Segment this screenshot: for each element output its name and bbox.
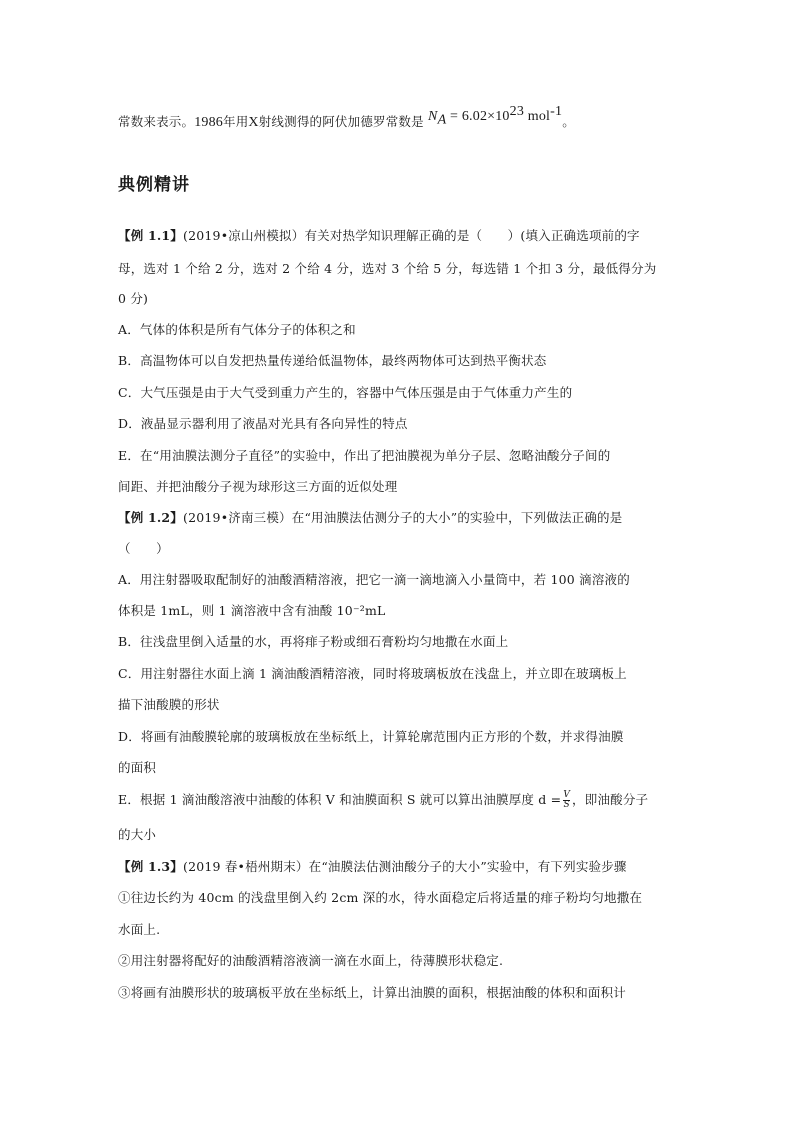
thickness-fraction: $\frac{V}{S}$ [563,790,571,810]
ex3-step2: ②用注射器将配好的油酸酒精溶液滴一滴在水面上，待薄膜形状稳定. [118,953,504,968]
ex1-option-e-line2: 间距、并把油酸分子视为球形这三方面的近似处理 [118,479,398,494]
ex2-option-d-line2: 的面积 [118,760,157,775]
ex1-option-d: D．液晶显示器利用了液晶对光具有各向异性的特点 [118,416,408,431]
ex1-tag: 【例 1.1】 [118,228,183,243]
ex2-option-d-line1: D．将画有油酸膜轮廓的玻璃板放在坐标纸上，计算轮廓范围内正方形的个数，并求得油膜 [118,729,624,744]
ex2-option-a-line1: A．用注射器吸取配制好的油酸酒精溶液，把它一滴一滴地滴入小量筒中，若 100 滴溶液的 [118,572,630,587]
ex1-option-a: A．气体的体积是所有气体分子的体积之和 [118,322,356,337]
ex1-line3: 0 分) [118,291,149,306]
ex2-option-e-line1: E．根据 1 滴油酸溶液中油酸的体积 V 和油膜面积 S 就可以算出油膜厚度 d = $\frac{V}{S}$ ，即油酸分子 [118,790,649,810]
ex2-line1: 【例 1.2】(2019•济南三模）在“用油膜法估测分子的大小”的实验中，下列做法正确的是 [118,510,623,525]
section-title: 典例精讲 [118,175,190,195]
ex2-option-c-line2: 描下油酸膜的形状 [118,697,220,712]
ex2-option-b: B．往浅盘里倒入适量的水，再将痱子粉或细石膏粉均匀地撒在水面上 [118,634,509,649]
intro-xray: X [248,115,259,131]
ex3-step1-line1: ①往边长约为 40cm 的浅盘里倒入约 2cm 深的水，待水面稳定后将适量的痱子粉均匀地撒在 [118,890,643,905]
ex3-tag: 【例 1.3】 [118,859,183,874]
ex2-line2: （ ） [118,541,169,556]
ex1-line1: 【例 1.1】(2019•凉山州模拟）有关对热学知识理解正确的是（ ）(填入正确选项前的字 [118,228,640,243]
intro-end: 。 [562,114,575,130]
intro-text-c: 射线测得的阿伏加德罗常数是 [258,114,424,130]
intro-year: 1986 [194,115,224,131]
intro-text-b: 年用 [223,114,249,130]
intro-text-a: 常数来表示。 [118,114,195,130]
ex1-option-e-line1: E．在“用油膜法测分子直径”的实验中，作出了把油膜视为单分子层、忽略油酸分子间的 [118,448,611,463]
intro-line [118,104,678,136]
ex1-line2: 母，选对 1 个给 2 分，选对 2 个给 4 分，选对 3 个给 5 分，每选错 1 个扣 3 分，最低得分为 [118,261,657,276]
ex1-option-c: C．大气压强是由于大气受到重力产生的，容器中气体压强是由于气体重力产生的 [118,385,573,400]
ex3-step3: ③将画有油膜形状的玻璃板平放在坐标纸上，计算出油膜的面积，根据油酸的体积和面积计 [118,985,627,1000]
ex1-option-b: B．高温物体可以自发把热量传递给低温物体，最终两物体可达到热平衡状态 [118,353,547,368]
ex3-step1-line2: 水面上. [118,922,161,937]
ex2-tag: 【例 1.2】 [118,510,183,525]
avogadro-formula: $N_A = 6.02\times 10^{23}$ mol$^{-1}$ [428,104,563,128]
ex2-option-c-line1: C．用注射器往水面上滴 1 滴油酸酒精溶液，同时将玻璃板放在浅盘上，并立即在玻璃板上 [118,666,627,681]
ex2-option-a-line2: 体积是 1mL，则 1 滴溶液中含有油酸 10⁻²mL [118,603,386,618]
ex2-option-e-line2: 的大小 [118,827,157,842]
ex3-line1: 【例 1.3】(2019 春•梧州期末）在“油膜法估测油酸分子的大小”实验中，有下列实验步骤 [118,859,627,874]
